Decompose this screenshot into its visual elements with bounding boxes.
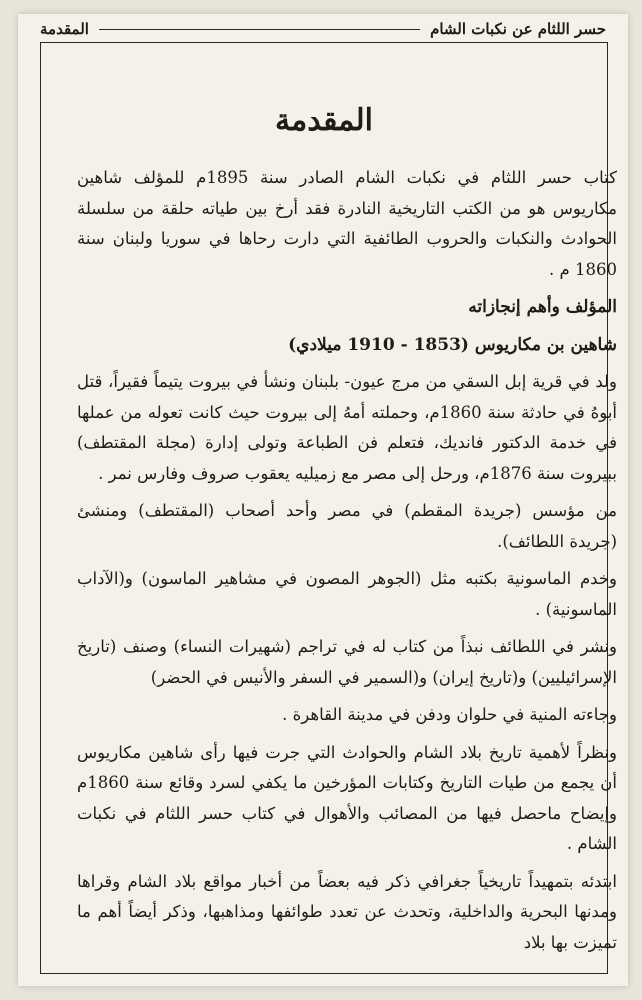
- running-header: [40, 18, 606, 40]
- paragraph-biography: ولد في قرية إبل السقي من مرج عيون- بلبنان ونشأ في بيروت يتيماً فقيراً، قتل أبوهُ في حادثة سنة 1860م، وحملته أمهُ إلى بيروت حيث كانت تعوله من عملها في خدمة الدكتور فانديك، فتعلم فن الطباعة وتولى إدارة (مجلة المقتطف) ببيروت سنة 1876م، ورحل إلى مصر مع زميليه يعقوب صروف وفارس نمر .: [77, 372, 617, 483]
- page-title: المقدمة: [275, 103, 373, 138]
- paragraph-purpose: ونظراً لأهمية تاريخ بلاد الشام والحوادث التي جرت فيها رأى شاهين مكاريوس أن يجمع من طيات التاريخ وكتابات المؤرخين ما يكفي لسرد وقائع سنة 1860م وإيضاح ماحصل فيها من المصائب والأهوال في كتاب حسر اللثام في نكبات الشام .: [77, 742, 617, 853]
- paragraph-death: وجاءته المنية في حلوان ودفن في مدينة القاهرة .: [282, 705, 617, 724]
- paragraph-freemasonry: وخدم الماسونية بكتبه مثل (الجوهر المصون في مشاهير الماسون) و(الآداب الماسونية) .: [77, 569, 617, 619]
- paragraph-structure: ابتدئه بتمهيداً تاريخياً جغرافي ذكر فيه بعضاً من أخبار مواقع بلاد الشام وقراها ومدنها البحرية والداخلية، وتحدث عن تعدد طوائفها ومذاهبها، وذكر أيضاً أهم ما تميزت بها بلاد: [77, 871, 617, 952]
- page-frame: [40, 42, 617, 974]
- paragraph-publications: ونشر في اللطائف نبذاً من كتاب له في تراجم (شهيرات النساء) وصنف (تاريخ الإسرائيليين) و(تاريخ إيران) و(السمير في السفر والأنيس في الحضر): [77, 637, 617, 687]
- page-body: [77, 163, 617, 965]
- heading-author-name: شاهين بن مكاريوس (1853 - 1910 ميلادي): [288, 334, 617, 355]
- paragraph-founder: من مؤسس (جريدة المقطم) في مصر وأحد أصحاب (المقتطف) ومنشئ (جريدة اللطائف).: [77, 501, 617, 551]
- header-book-title: حسر اللثام عن نكبات الشام: [430, 20, 606, 38]
- header-rule: [99, 29, 420, 30]
- header-section: المقدمة: [40, 20, 89, 38]
- book-page: [18, 14, 628, 986]
- paragraph-intro: كتاب حسر اللثام في نكبات الشام الصادر سنة 1895م للمؤلف شاهين مكاريوس هو من الكتب التاريخية النادرة فقد أرخ بين طياته حلقة من سلسلة الحوادث والنكبات والحروب الطائفية التي دارت رحاها في سوريا ولبنان سنة 1860 م .: [77, 168, 617, 279]
- heading-author: المؤلف وأهم إنجازاته: [468, 297, 617, 317]
